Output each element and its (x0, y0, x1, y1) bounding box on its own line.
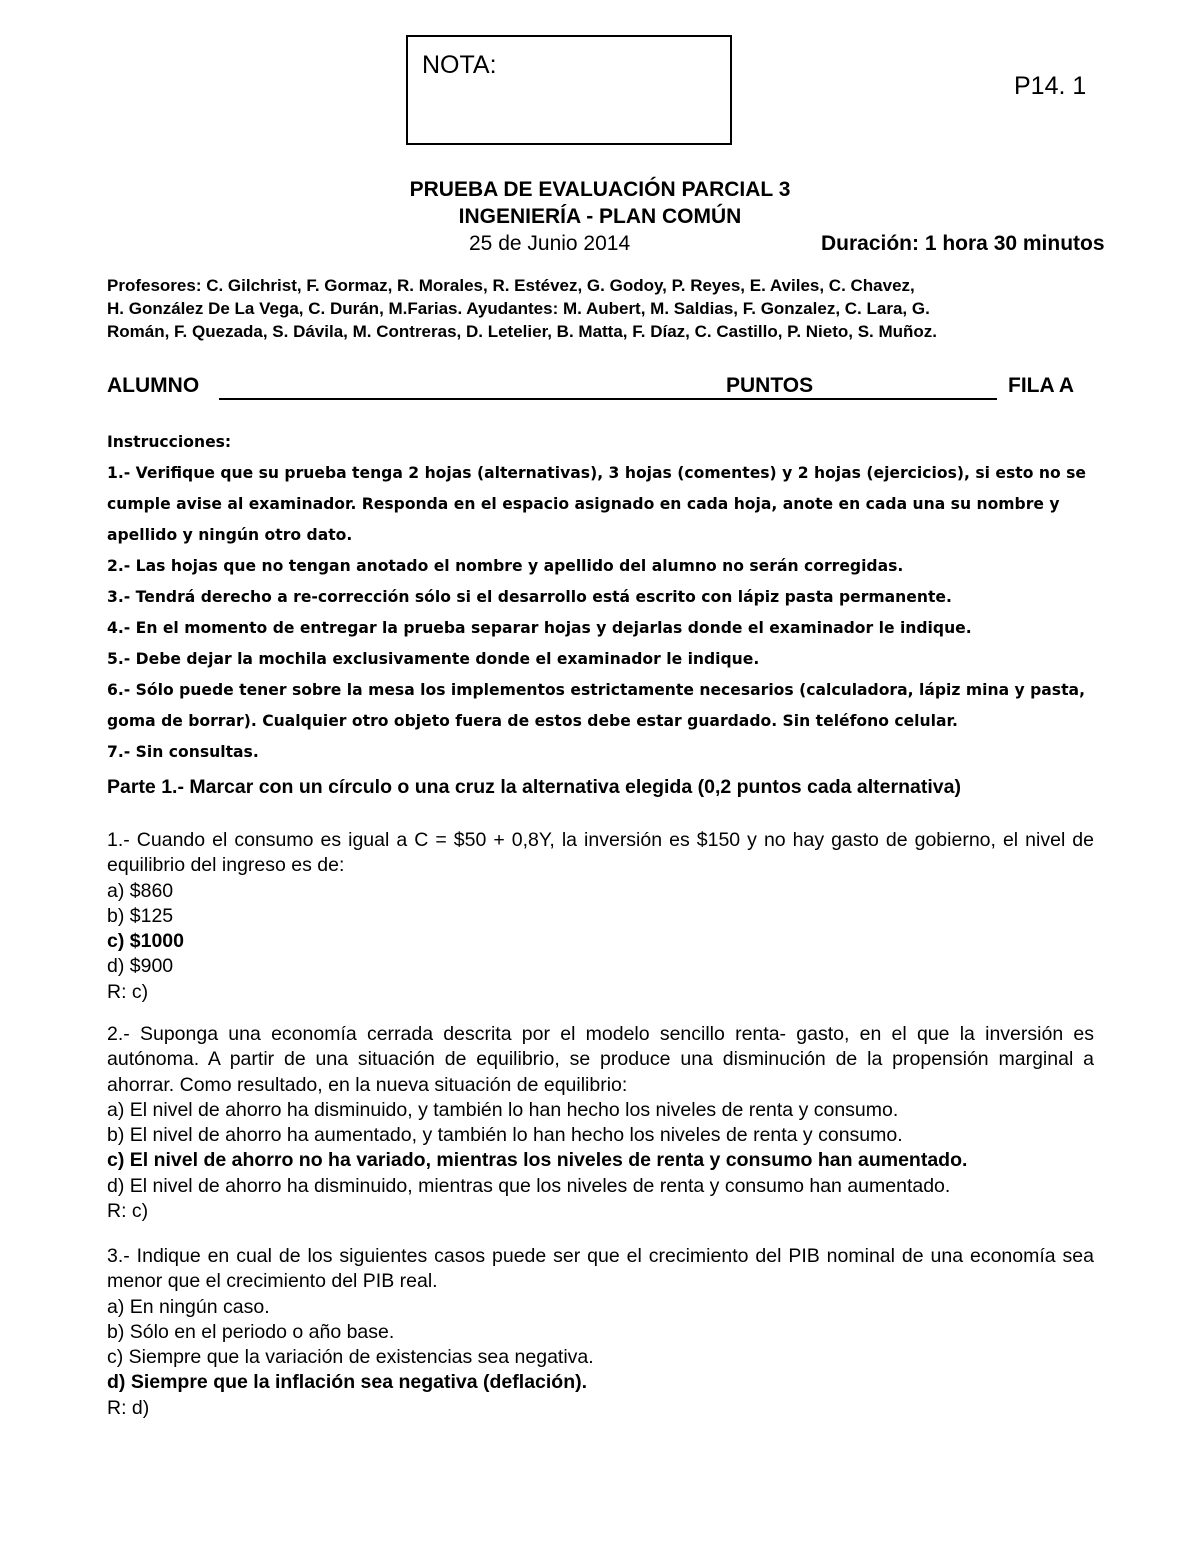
grade-box[interactable] (406, 35, 732, 145)
points-field[interactable] (824, 398, 997, 400)
instruction-item: 6.- Sólo puede tener sobre la mesa los implementos estrictamente necesarios (calculadora, lápiz mina y pasta, goma de borrar). Cualquier otro objeto fuera de estos debe estar guardado. Sin teléfono celular. (107, 681, 1085, 730)
instruction-item: 7.- Sin consultas. (107, 743, 259, 761)
question-1 (107, 828, 1094, 1005)
option-b[interactable]: b) El nivel de ahorro ha aumentado, y también lo han hecho los niveles de renta y consumo. (107, 1124, 903, 1147)
answer-key: R: c) (107, 980, 149, 1003)
option-a[interactable]: a) El nivel de ahorro ha disminuido, y también lo han hecho los niveles de renta y consumo. (107, 1098, 899, 1121)
question-3 (107, 1244, 1094, 1421)
question-text: 3.- Indique en cual de los siguientes casos puede ser que el crecimiento del PIB nominal de una economía sea menor que el crecimiento del PIB real. (107, 1245, 1094, 1293)
option-c[interactable]: c) $1000 (107, 930, 184, 953)
answer-key: R: d) (107, 1396, 150, 1419)
instruction-item: 2.- Las hojas que no tengan anotado el nombre y apellido del alumno no serán corregidas. (107, 557, 904, 575)
row-label: FILA A (1008, 374, 1075, 397)
instruction-item: 1.- Verifique que su prueba tenga 2 hojas (alternativas), 3 hojas (comentes) y 2 hojas (ejercicios), si esto no se cumple avise al examinador. Responda en el espacio asignado en cada hoja, anote en cada una su nombre y apellido y ningún otro dato. (107, 464, 1086, 544)
option-b[interactable]: b) $125 (107, 904, 174, 927)
part1-title: Parte 1.- Marcar con un círculo o una cruz la alternativa elegida (0,2 puntos cada alternativa) (107, 776, 961, 798)
instruction-item: 4.- En el momento de entregar la prueba separar hojas y dejarlas donde el examinador le indique. (107, 619, 972, 637)
question-text: 1.- Cuando el consumo es igual a C = $50 + 0,8Y, la inversión es $150 y no hay gasto de gobierno, el nivel de equilibrio del ingreso es de: (107, 829, 1094, 877)
staff-line: H. González De La Vega, C. Durán, M.Farias. Ayudantes: M. Aubert, M. Saldias, F. Gonzalez, C. Lara, G. (107, 299, 930, 318)
question-2 (107, 1022, 1094, 1224)
instruction-item: 3.- Tendrá derecho a re-corrección sólo si el desarrollo está escrito con lápiz pasta permanente. (107, 588, 952, 606)
exam-title: PRUEBA DE EVALUACIÓN PARCIAL 3 (409, 178, 791, 201)
points-label: PUNTOS (726, 374, 814, 397)
exam-date: 25 de Junio 2014 (469, 232, 631, 255)
student-name-field[interactable] (219, 398, 824, 400)
option-c[interactable]: c) El nivel de ahorro no ha variado, mientras los niveles de renta y consumo han aumentado. (107, 1149, 968, 1172)
student-label: ALUMNO (107, 374, 200, 397)
instructions-heading: Instrucciones: (107, 433, 232, 451)
page-code: P14. 1 (1014, 72, 1087, 100)
option-a[interactable]: a) $860 (107, 879, 174, 902)
question-text: 2.- Suponga una economía cerrada descrita por el modelo sencillo renta- gasto, en el que la inversión es autónoma. A partir de una situación de equilibrio, se produce una disminución de la propensión marginal a ahorrar. Como resultado, en la nueva situación de equilibrio: (107, 1023, 1094, 1096)
staff-line: Profesores: C. Gilchrist, F. Gormaz, R. Morales, R. Estévez, G. Godoy, P. Reyes, E. Aviles, C. Chavez, (107, 276, 915, 295)
grade-label: NOTA: (422, 51, 497, 79)
option-b[interactable]: b) Sólo en el periodo o año base. (107, 1320, 395, 1343)
instruction-item: 5.- Debe dejar la mochila exclusivamente donde el examinador le indique. (107, 650, 760, 668)
option-a[interactable]: a) En ningún caso. (107, 1295, 270, 1318)
staff-list (107, 274, 1097, 343)
student-row (107, 374, 1097, 402)
staff-line: Román, F. Quezada, S. Dávila, M. Contreras, D. Letelier, B. Matta, F. Díaz, C. Castillo, P. Nieto, S. Muñoz. (107, 322, 938, 341)
exam-subtitle: INGENIERÍA - PLAN COMÚN (458, 205, 742, 228)
option-d[interactable]: d) Siempre que la inflación sea negativa (deflación). (107, 1371, 588, 1394)
option-d[interactable]: d) El nivel de ahorro ha disminuido, mientras que los niveles de renta y consumo han aumentado. (107, 1174, 951, 1197)
instructions (107, 430, 1102, 768)
exam-duration: Duración: 1 hora 30 minutos (821, 232, 1105, 255)
option-d[interactable]: d) $900 (107, 955, 174, 978)
option-c[interactable]: c) Siempre que la variación de existencias sea negativa. (107, 1346, 594, 1369)
answer-key: R: c) (107, 1200, 149, 1223)
